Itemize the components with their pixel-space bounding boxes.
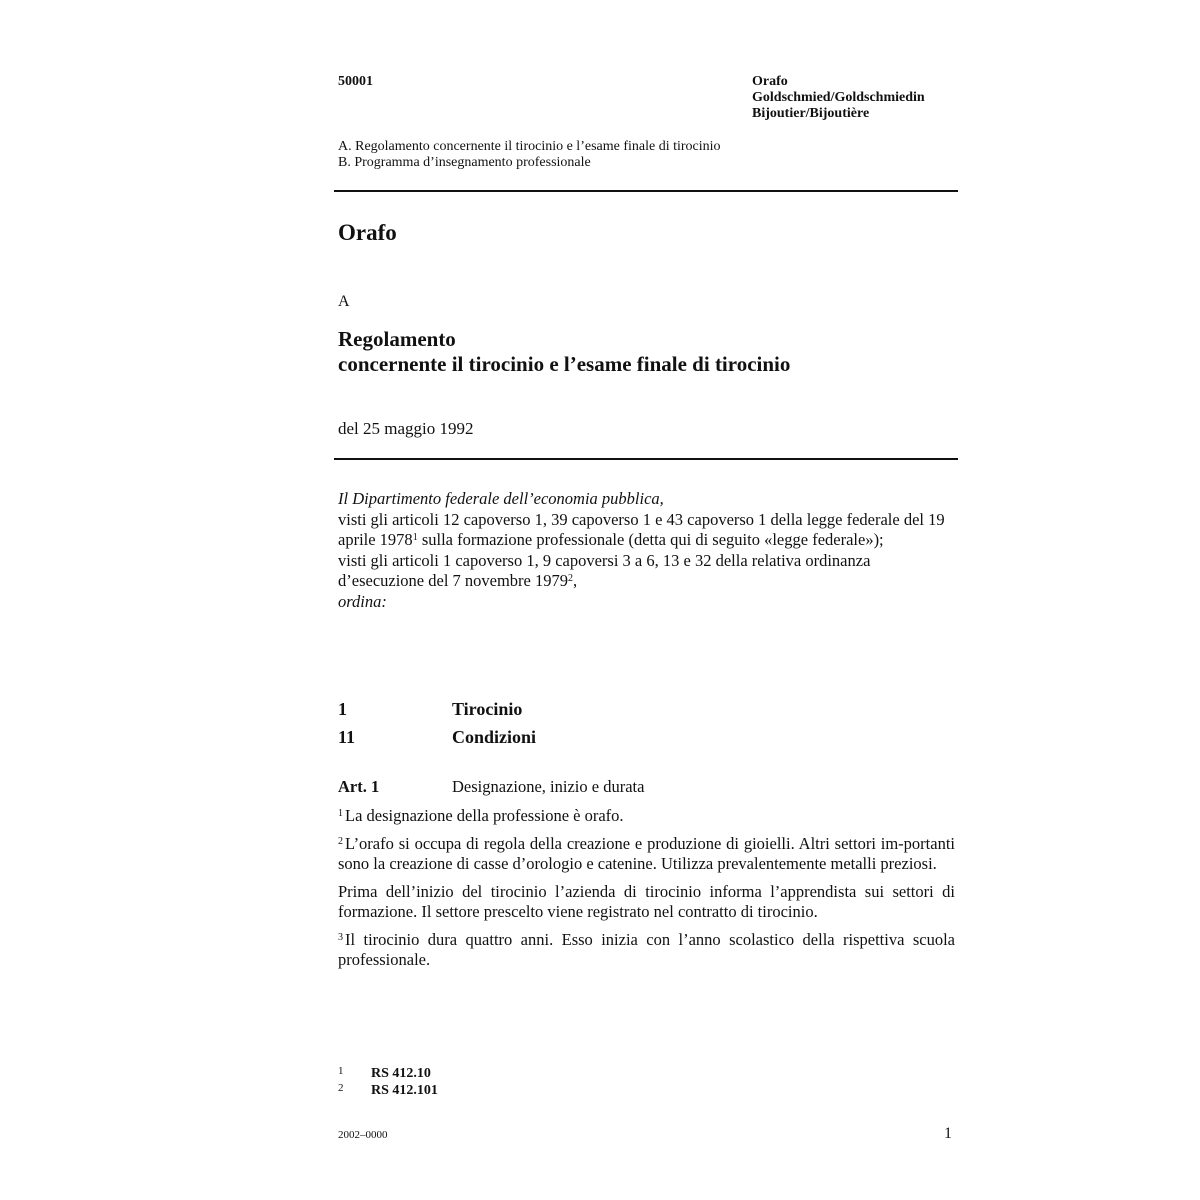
preamble-text: visti gli articoli 12 capoverso 1, 39 capoverso 1 e 43 capoverso 1 della legge federale del 19 aprile 1978 [338, 509, 945, 549]
preamble-text: visti gli articoli 1 capoverso 1, 9 capoversi 3 a 6, 13 e 32 della relativa ordinanza d’esecuzione del 7 novembre 1979 [338, 550, 871, 590]
profession-titles [752, 74, 925, 122]
preamble-authority: Il Dipartimento federale dell’economia pubblica, [338, 489, 664, 508]
paragraph-number: 1 [338, 808, 343, 819]
document-title: Orafo [338, 220, 397, 245]
divider-bottom [334, 458, 958, 460]
heading-line-2: concernente il tirocinio e l’esame finale di tirocinio [338, 352, 791, 376]
footnote-number: 1 [338, 1065, 344, 1077]
paragraph-text: Il tirocinio dura quattro anni. Esso inizia con l’anno scolastico della rispettiva scuola professionale. [338, 930, 955, 969]
profession-title-fr: Bijoutier/Bijoutière [752, 106, 870, 121]
contents-item-a: A. Regolamento concernente il tirocinio e l’esame finale di tirocinio [338, 139, 721, 154]
section-number: 11 [338, 727, 356, 747]
divider-top [334, 190, 958, 192]
footnote-ref: 2 [568, 573, 574, 584]
footnote-ref: 1 [412, 532, 418, 543]
subsection-heading [338, 727, 536, 748]
preamble-paragraph-1 [338, 510, 958, 551]
section-title: Tirocinio [452, 699, 523, 719]
footnote-text: RS 412.101 [371, 1083, 438, 1098]
footnote-text: RS 412.10 [371, 1066, 431, 1081]
preamble-text: , [573, 571, 578, 590]
profession-title-de: Goldschmied/Goldschmiedin [752, 90, 925, 105]
document-number: 2002–0000 [338, 1129, 388, 1141]
preamble-text: sulla formazione professionale (detta qui di seguito «legge federale»); [417, 530, 884, 549]
regulation-heading [338, 327, 790, 377]
paragraph-text: L’orafo si occupa di regola della creazione e produzione di gioielli. Altri settori im-portanti sono la creazione di casse d’orologio e catenine. Utilizza prevalentemente metalli preziosi. [338, 834, 955, 873]
document-code: 50001 [338, 74, 373, 89]
contents-list [338, 139, 721, 171]
section-heading [338, 699, 522, 720]
section-title: Condizioni [452, 727, 537, 747]
contents-item-b: B. Programma d’insegnamento professionale [338, 155, 591, 170]
paragraph-number: 3 [338, 932, 343, 943]
preamble-paragraph-2 [338, 551, 958, 592]
article-heading [338, 777, 644, 797]
paragraph-number: 2 [338, 836, 343, 847]
section-letter: A [338, 293, 350, 310]
article-number: Art. 1 [338, 777, 380, 796]
footnote [338, 1064, 438, 1081]
article-title: Designazione, inizio e durata [452, 777, 645, 796]
article-paragraph [338, 930, 955, 970]
page-number: 1 [944, 1125, 952, 1142]
regulation-date: del 25 maggio 1992 [338, 419, 474, 438]
article-paragraph [338, 806, 955, 826]
footnote [338, 1081, 438, 1098]
paragraph-text: Prima dell’inizio del tirocinio l’azienda di tirocinio informa l’apprendista sui settori di formazione. Il settore prescelto viene registrato nel contratto di tirocinio. [338, 882, 955, 921]
footnotes [338, 1064, 438, 1098]
section-number: 1 [338, 699, 347, 719]
article-paragraph [338, 834, 955, 874]
article-paragraph [338, 882, 955, 922]
preamble [338, 489, 958, 612]
heading-line-1: Regolamento [338, 327, 456, 351]
profession-title-it: Orafo [752, 74, 788, 89]
preamble-ordina: ordina: [338, 591, 387, 611]
footnote-number: 2 [338, 1082, 344, 1094]
article-body [338, 806, 955, 978]
paragraph-text: La designazione della professione è orafo. [345, 806, 624, 825]
